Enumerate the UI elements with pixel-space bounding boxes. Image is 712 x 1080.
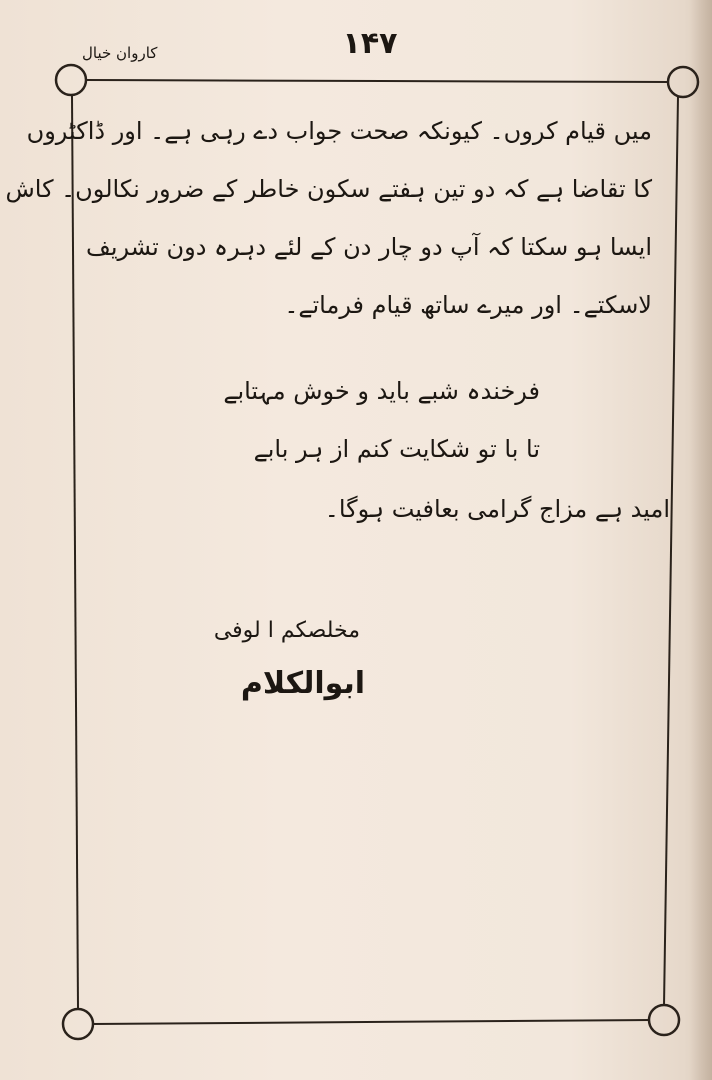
border-right-line	[664, 96, 678, 1006]
closing-line: امید ہے مزاج گرامی بعافیت ہوگا۔	[324, 495, 670, 523]
paragraph-line-4: لاسکتے۔ اور میرے ساتھ قیام فرماتے۔	[284, 291, 652, 319]
letter-paragraph	[5, 102, 652, 334]
paragraph-line-3: ایسا ہو سکتا کہ آپ دو چار دن کے لئے دہرہ دون تشریف	[86, 233, 652, 261]
page-number: ۱۴۷	[342, 26, 398, 61]
corner-circle-bottom-right	[649, 1005, 679, 1035]
border-left-line	[72, 96, 78, 1008]
corner-circle-top-right	[668, 67, 698, 97]
verse-line-1: فرخندہ شبے باید و خوش مہتابے	[223, 377, 540, 405]
paragraph-line-2: کا تقاضا ہے کہ دو تین ہفتے سکون خاطر کے ضرور نکالوں۔ کاش	[5, 175, 652, 203]
border-bottom-line	[92, 1020, 650, 1024]
border-top-line	[86, 80, 668, 82]
signature: ابوالکلام	[240, 666, 365, 701]
paragraph-line-1: میں قیام کروں۔ کیونکہ صحت جواب دے رہی ہے۔ اور ڈاکٹروں	[26, 117, 652, 145]
verse-line-2: تا با تو شکایت کنم از ہر بابے	[253, 435, 540, 463]
signoff-text: مخلصکم ا لوفی	[213, 618, 360, 643]
corner-circle-top-left	[56, 65, 86, 95]
corner-circle-bottom-left	[63, 1009, 93, 1039]
running-head: کاروان خیال	[82, 44, 158, 62]
